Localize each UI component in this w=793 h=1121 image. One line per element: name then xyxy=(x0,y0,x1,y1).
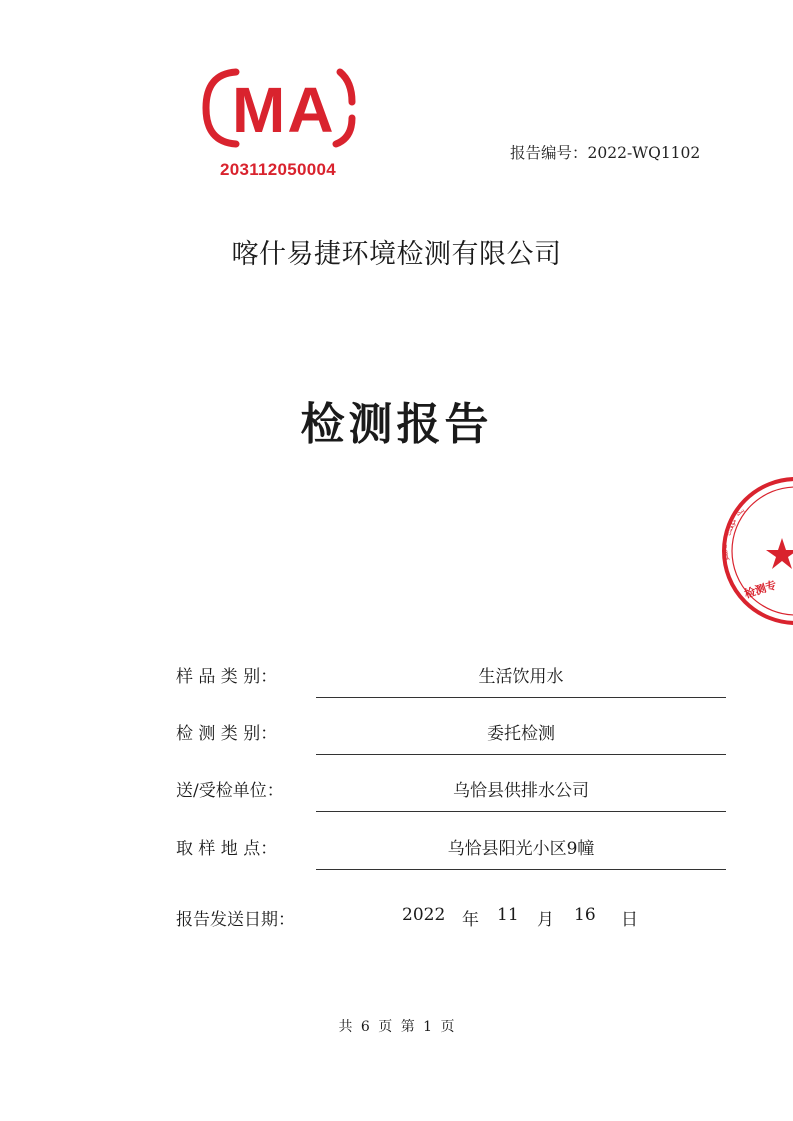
field-underline xyxy=(316,869,726,870)
svg-text:ﻣﯘﮬﯩﺖ: ﻣﯘﮬﯩﺖ xyxy=(725,518,738,537)
field-label: 检 测 类 别： xyxy=(176,724,278,744)
issue-date-year: 2022 xyxy=(402,905,446,925)
field-value: 生活饮用水 xyxy=(478,667,564,687)
field-underline xyxy=(316,811,726,812)
page-number-footer: 共 6 页 第 1 页 xyxy=(338,1019,455,1035)
official-seal-stamp xyxy=(716,476,793,626)
field-label: 取 样 地 点： xyxy=(176,839,278,859)
issue-date-day-unit: 日 xyxy=(621,910,638,930)
seal-text: 检测专 xyxy=(742,578,779,601)
field-label: 样 品 类 别： xyxy=(176,667,278,687)
svg-text:ﺗﻪﻛﺸﯜ: ﺗﻪﻛﺸﯜ xyxy=(721,543,730,561)
report-title: 检测报告 xyxy=(300,399,493,450)
svg-text:MA: MA xyxy=(232,74,336,146)
report-number: 报告编号：2022-WQ1102 xyxy=(510,144,701,162)
company-name: 喀什易捷环境检测有限公司 xyxy=(231,239,562,270)
issue-date-label: 报告发送日期： xyxy=(176,910,295,930)
issue-date-month-unit: 月 xyxy=(537,910,554,930)
field-underline xyxy=(316,697,726,698)
cma-stamp-logo xyxy=(196,62,360,154)
svg-text:ﻳﯩﻜﺘ: ﻳﯩﻜﺘ xyxy=(734,506,746,518)
field-value: 乌恰县供排水公司 xyxy=(453,781,589,801)
field-label: 送/受检单位： xyxy=(176,781,284,801)
cma-certificate-number: 203112050004 xyxy=(219,160,337,179)
issue-date-year-unit: 年 xyxy=(462,910,479,930)
field-value: 委托检测 xyxy=(487,724,555,744)
issue-date-day: 16 xyxy=(574,905,596,925)
issue-date-month: 11 xyxy=(497,905,519,925)
field-underline xyxy=(316,754,726,755)
field-value: 乌恰县阳光小区9幢 xyxy=(447,839,595,859)
